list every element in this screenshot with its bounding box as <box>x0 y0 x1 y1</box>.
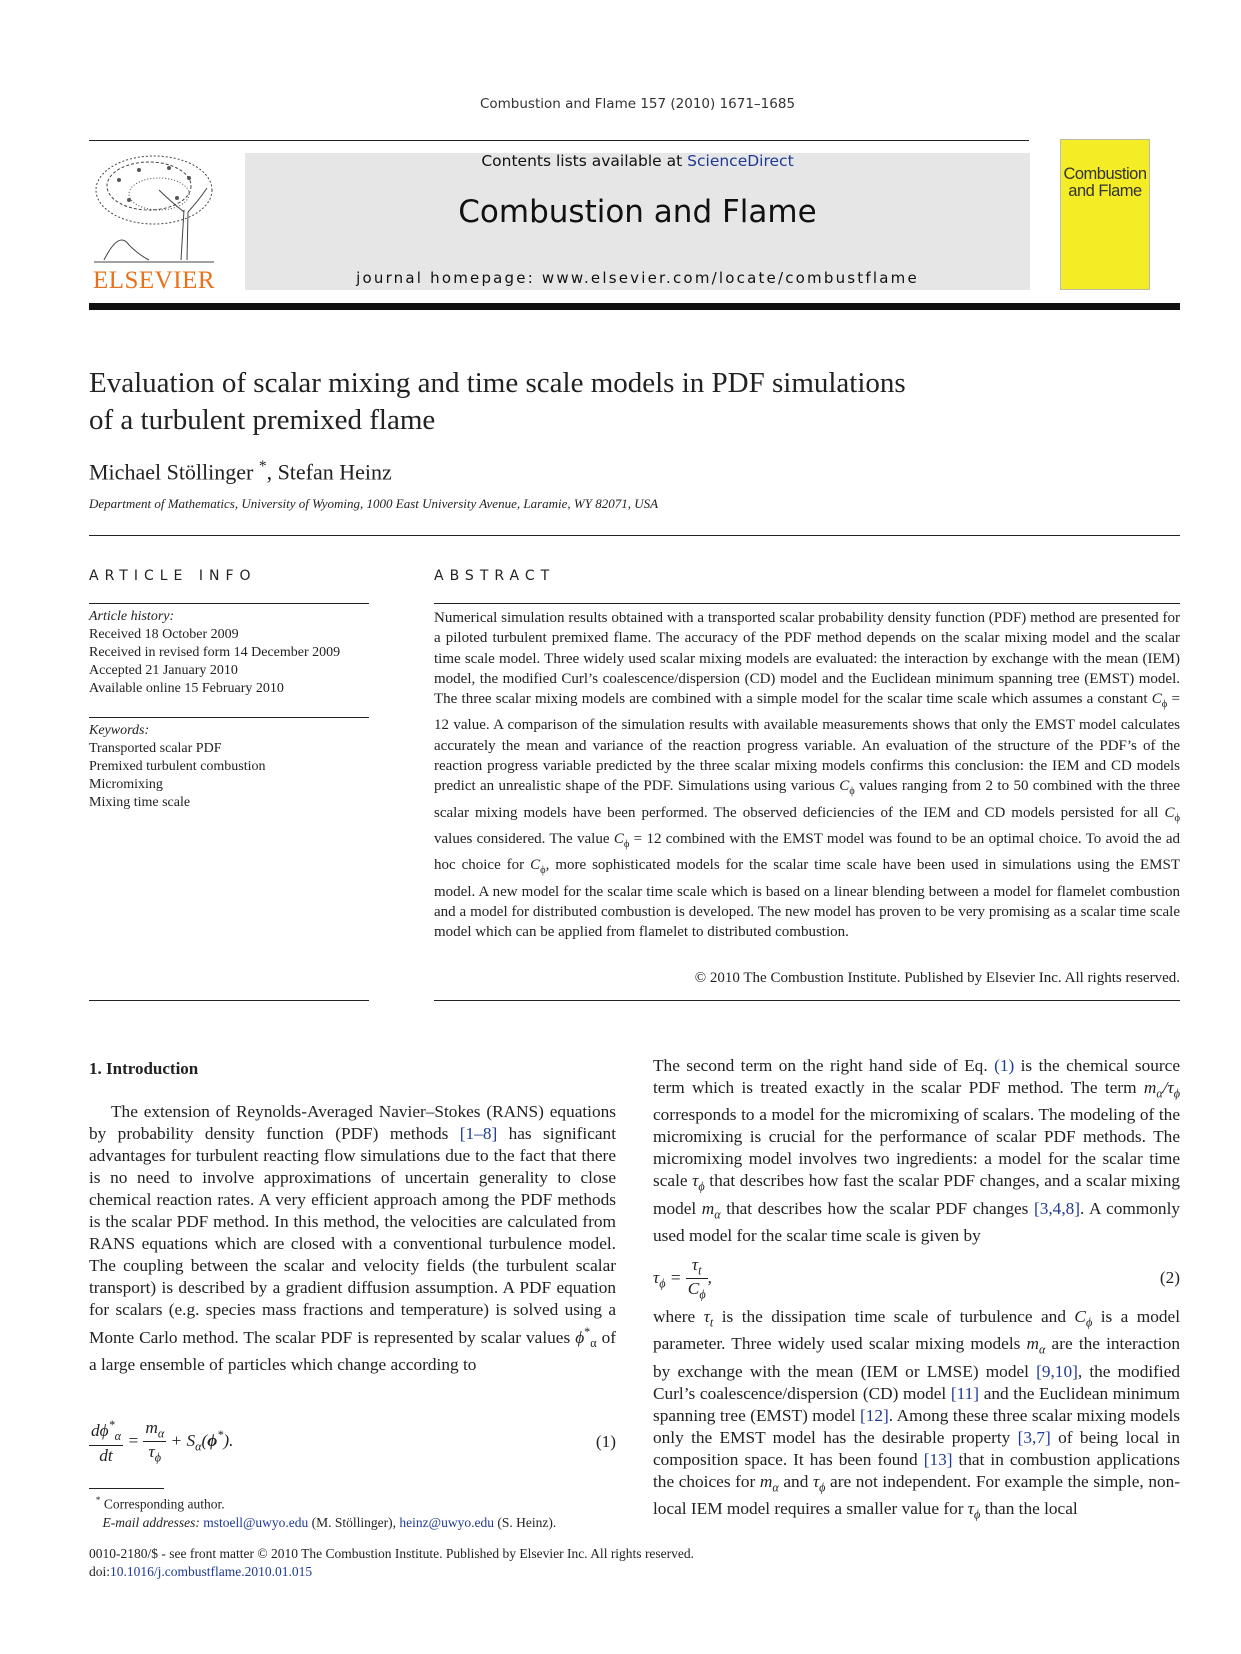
citation-link[interactable]: [1–8] <box>459 1124 498 1143</box>
abstract-text: Numerical simulation results obtained with a transported scalar probability density function (PDF) method are presented for a piloted turbulent premixed flame. The accuracy of the PDF method depends on the scalar mixing model and the scalar time scale model. Three widely used scalar mixing models are evaluated: the interaction by exchange with the mean (IEM) model, the modified Curl’s coalescence/dispersion (CD) model and the Euclidean minimum spanning tree (EMST) model. The three scalar mixing models are combined with a simple model for the scalar time scale which assumes a constant $C_\phi = 12$ value. A comparison of the simulation results with available measurements shows that only the EMST model calculates accurately the mean and variance of the reaction progress variable. An evaluation of the structure of the PDF’s of the reaction progress variable predicted by the three scalar mixing models confirms this conclusion: the IEM and CD models predict an unrealistic shape of the PDF. Simulations using various $C_\phi$ values ranging from 2 to 50 combined with the three scalar mixing models have been performed. The observed deficiencies of the IEM and CD models persisted for all $C_\phi$ values considered. The value $C_\phi = 12$ combined with the EMST model was found to be an optimal choice. To avoid the ad hoc choice for $C_\phi$, more sophisticated models for the scalar time scale have been used in simulations using the EMST model. A new model for the scalar time scale which is based on a linear blending between a model for flamelet combustion and a model for distributed combustion is developed. The new model has proven to be very promising as a scalar time scale model which can be applied from flamelet to distributed combustion. <box>434 610 1181 941</box>
citation-link[interactable]: [3,4,8] <box>1033 1198 1081 1218</box>
journal-cover[interactable] <box>1060 139 1150 290</box>
front-matter-footer <box>89 1545 989 1581</box>
history-item: Received 18 October 2009 <box>89 627 239 642</box>
email-link[interactable]: mstoell@uwyo.edu <box>203 1514 309 1530</box>
corresponding-author-marker[interactable]: * <box>258 458 267 475</box>
equation-2: $\tau_\phi$ = $\frac{\tau_t}{C_\phi}$ , (2) <box>653 1255 1180 1302</box>
authors <box>89 458 392 485</box>
citation-link[interactable]: [11] <box>950 1383 980 1403</box>
article-info-divider <box>89 603 369 604</box>
author-1[interactable]: Michael Stöllinger <box>89 459 254 485</box>
contents-prefix: Contents lists available at <box>481 152 688 170</box>
publisher-name: ELSEVIER <box>92 267 216 294</box>
footnote: * Corresponding author. E-mail addresses: mstoell@uwyo.edu (M. Stöllinger), heinz@uwyo.edu (S. Heinz). <box>95 1496 557 1530</box>
right-column-paragraph-2: where $\tau_t$ is the dissipation time scale of turbulence and $C_\phi$ is a model parameter. Three widely used scalar mixing models $m_\alpha$ are the interaction by exchange with the mean (IEM or LMSE) model [9,10], the modified Curl’s coalescence/dispersion (CD) model [11] and the Euclidean minimum spanning tree (EMST) model [12]. Among these three scalar mixing models only the EMST model has the desirable property [3,7] of being local in composition space. It has been found [13] that in combustion applications the choices for $m_\alpha$ and $\tau_\phi$ are not independent. For example the simple, non-local IEM model requires a smaller value for $\tau_\phi$ than the local <box>653 1307 1181 1522</box>
equation-ref-link[interactable]: (1) <box>994 1056 1015 1075</box>
section-heading-introduction: 1. Introduction <box>89 1059 199 1078</box>
abstract-divider <box>434 603 1180 604</box>
citation-link[interactable]: [9,10] <box>1036 1361 1078 1381</box>
article-title-line-2: of a turbulent premixed flame <box>89 404 436 436</box>
publisher-logo[interactable] <box>89 150 219 295</box>
article-title <box>89 365 1089 439</box>
header-thick-divider <box>89 303 1180 310</box>
history-label: Article history: <box>89 609 175 624</box>
doi-link[interactable]: 10.1016/j.combustflame.2010.01.015 <box>110 1564 313 1579</box>
keyword: Transported scalar PDF <box>89 741 222 756</box>
history-item: Accepted 21 January 2010 <box>89 663 238 678</box>
header-divider <box>89 140 1029 141</box>
right-column-paragraph: The second term on the right hand side of Eq. (1) is the chemical source term which is treated exactly in the scalar PDF method. The term $m_\alpha/\tau_\phi$ corresponds to a model for the micromixing of scalars. The modeling of the micromixing is crucial for the performance of scalar PDF methods. The micromixing model involves two ingredients: a model for the scalar time scale $\tau_\phi$ that describes how fast the scalar PDF changes, and a scalar mixing model $m_\alpha$ that describes how the scalar PDF changes [3,4,8]. A commonly used model for the scalar time scale is given by <box>653 1056 1181 1246</box>
journal-reference: Combustion and Flame 157 (2010) 1671–1685 <box>479 96 796 112</box>
affiliation-divider <box>89 535 1180 536</box>
equation-2-number: (2) <box>1159 1268 1180 1287</box>
keyword: Micromixing <box>89 777 163 792</box>
keyword: Premixed turbulent combustion <box>89 759 266 774</box>
email-link[interactable]: heinz@uwyo.edu <box>399 1514 494 1530</box>
citation-link[interactable]: [12] <box>859 1405 889 1425</box>
keywords-label: Keywords: <box>89 723 150 738</box>
elsevier-tree-icon <box>89 150 219 265</box>
issn-line: 0010-2180/$ - see front matter © 2010 The Combustion Institute. Published by Elsevier Inc. All rights reserved. <box>89 1546 695 1561</box>
citation-link[interactable]: [3,7] <box>1017 1427 1051 1447</box>
journal-homepage-link[interactable]: journal homepage: www.elsevier.com/locate/combustflame <box>356 269 919 287</box>
author-2[interactable]: Stefan Heinz <box>277 459 392 485</box>
affiliation: Department of Mathematics, University of Wyoming, 1000 East University Avenue, Laramie, WY 82071, USA <box>89 496 659 511</box>
copyright-line: © 2010 The Combustion Institute. Published by Elsevier Inc. All rights reserved. <box>694 970 1180 986</box>
keywords <box>89 722 369 812</box>
doi-line: doi:10.1016/j.combustflame.2010.01.015 <box>89 1564 313 1579</box>
equation-1-number: (1) <box>595 1432 616 1451</box>
author-separator: , <box>266 459 278 485</box>
abstract-heading: ABSTRACT <box>434 568 556 584</box>
keywords-divider <box>89 717 369 718</box>
article-history <box>89 608 369 698</box>
citation-link[interactable]: [13] <box>923 1449 953 1469</box>
journal-title: Combustion and Flame <box>458 194 817 230</box>
abstract-bottom-divider <box>434 1000 1180 1001</box>
cover-title: Combustion and Flame <box>1063 165 1147 200</box>
sciencedirect-link[interactable]: ScienceDirect <box>687 152 794 170</box>
article-title-line-1: Evaluation of scalar mixing and time scale models in PDF simulations <box>89 367 906 399</box>
article-info-heading: ARTICLE INFO <box>89 568 257 584</box>
contents-line <box>245 152 1030 170</box>
history-item: Received in revised form 14 December 2009 <box>89 645 341 660</box>
article-info-bottom-divider <box>89 1000 369 1001</box>
footnote-divider <box>89 1488 164 1489</box>
introduction-paragraph: The extension of Reynolds-Averaged Navier–Stokes (RANS) equations by probability density function (PDF) methods [1–8] has significant advantages for turbulent reacting flow simulations due to the fact that there is no need to involve approximations of uncertain generality to close chemical reaction rates. A very efficient approach among the PDF methods is the scalar PDF method. In this method, the velocities are calculated from RANS equations which are closed with a conventional turbulence model. The coupling between the scalar and velocity fields (the turbulent scalar transport) is described by a gradient diffusion assumption. A PDF equation for scalars (e.g. species mass fractions and temperature) is solved using a Monte Carlo method. The scalar PDF is represented by scalar values $\phi^*_\alpha$ of a large ensemble of particles which change according to <box>89 1102 616 1375</box>
history-item: Available online 15 February 2010 <box>89 681 284 696</box>
equation-1: $\frac{d\phi^*_\alpha}{dt}$ = $\frac{m_\alpha}{\tau_\phi}$ + $S_\alpha(\phi^*)$. (1) <box>91 1418 616 1465</box>
keyword: Mixing time scale <box>89 795 191 810</box>
